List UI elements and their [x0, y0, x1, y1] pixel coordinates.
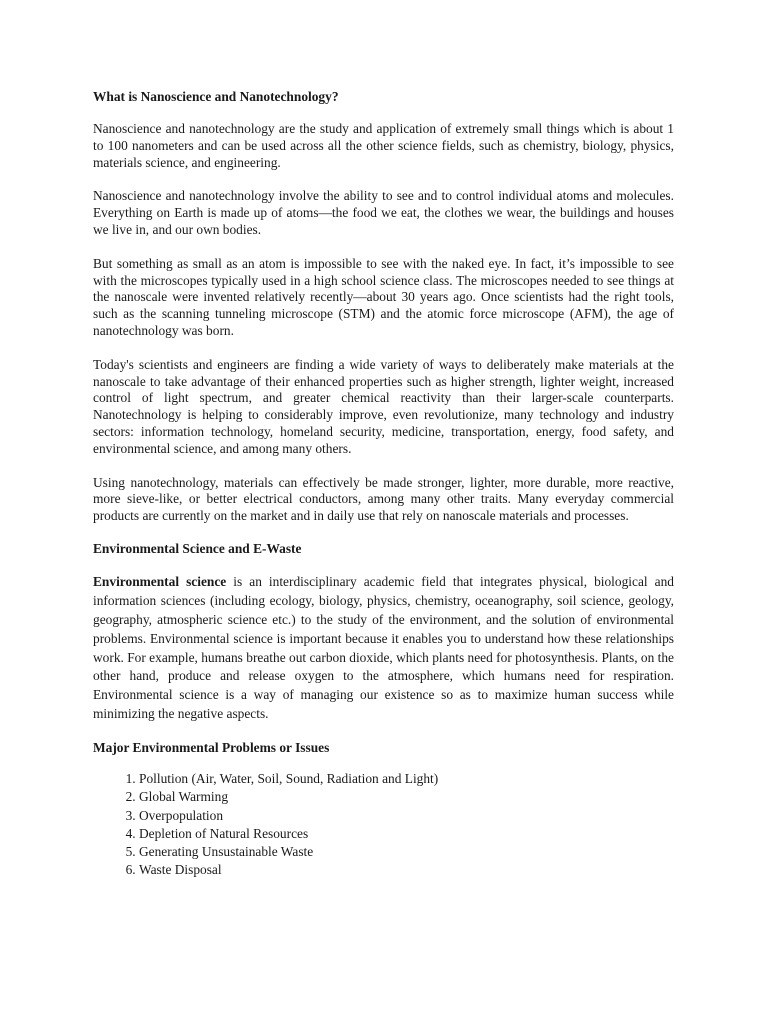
heading-environmental-problems: Major Environmental Problems or Issues	[93, 740, 330, 756]
paragraph-nano-applications: Today's scientists and engineers are finding a wide variety of ways to deliberately make materials at the nanoscale to take advantage of their enhanced properties such as higher strength, lighter weight, increased control of light spectrum, and greater chemical reactivity than their larger-scale counterparts. Nanotechnology is helping to considerably improve, even revolutionize, many technology and industry sectors: information technology, homeland security, medicine, transportation, energy, food safety, and environmental science, and among many others.	[93, 356, 674, 456]
paragraph-nano-atoms: Nanoscience and nanotechnology involve the ability to see and to control individual atoms and molecules. Everything on Earth is made up of atoms—the food we eat, the clothes we wear, the buildings and houses we live in, and our own bodies.	[93, 188, 674, 237]
paragraph-environmental-science-text: is an interdisciplinary academic field that integrates physical, biological and information sciences (including ecology, biology, physics, chemistry, oceanography, soil science, geology, geography, atmospheric science etc.) to the study of the environment, and the solution of environmental problems. Environmental science is important because it enables you to understand how these relationships work. For example, humans breathe out carbon dioxide, which plants need for photosynthesis. Plants, on the other hand, produce and release oxygen to the atmosphere, which humans need for respiration. Environmental science is a way of managing our existence so as to maximize human success while minimizing the negative aspects.	[93, 573, 674, 722]
list-item: 2. Global Warming	[139, 788, 674, 806]
paragraph-nano-definition: Nanoscience and nanotechnology are the study and application of extremely small things which is about 1 to 100 nanometers and can be used across all the other science fields, such as chemistry, biology, physics, materials science, and engineering.	[93, 121, 674, 170]
environmental-issues-list	[93, 770, 674, 879]
paragraph-nano-microscopes: But something as small as an atom is impossible to see with the naked eye. In fact, it’s impossible to see with the microscopes typically used in a high school science class. The microscopes needed to see things at the nanoscale were invented relatively recently—about 30 years ago. Once scientists had the right tools, such as the scanning tunneling microscope (STM) and the atomic force microscope (AFM), the age of nanotechnology was born.	[93, 255, 674, 338]
list-item: 4. Depletion of Natural Resources	[139, 825, 674, 843]
list-item: 3. Overpopulation	[139, 807, 674, 825]
heading-nanoscience: What is Nanoscience and Nanotechnology?	[93, 89, 339, 104]
document-page	[93, 89, 674, 879]
list-item: 5. Generating Unsustainable Waste	[139, 843, 674, 861]
list-item: 1. Pollution (Air, Water, Soil, Sound, Radiation and Light)	[139, 770, 674, 788]
paragraph-nano-materials: Using nanotechnology, materials can effectively be made stronger, lighter, more durable, more reactive, more sieve-like, or better electrical conductors, among many other traits. Many everyday commercial products are currently on the market and in daily use that rely on nanoscale materials and processes.	[93, 474, 674, 524]
term-environmental-science: Environmental science	[93, 573, 227, 589]
list-item: 6. Waste Disposal	[139, 861, 674, 879]
heading-environmental-science: Environmental Science and E-Waste	[93, 540, 302, 556]
paragraph-environmental-science	[93, 573, 674, 724]
